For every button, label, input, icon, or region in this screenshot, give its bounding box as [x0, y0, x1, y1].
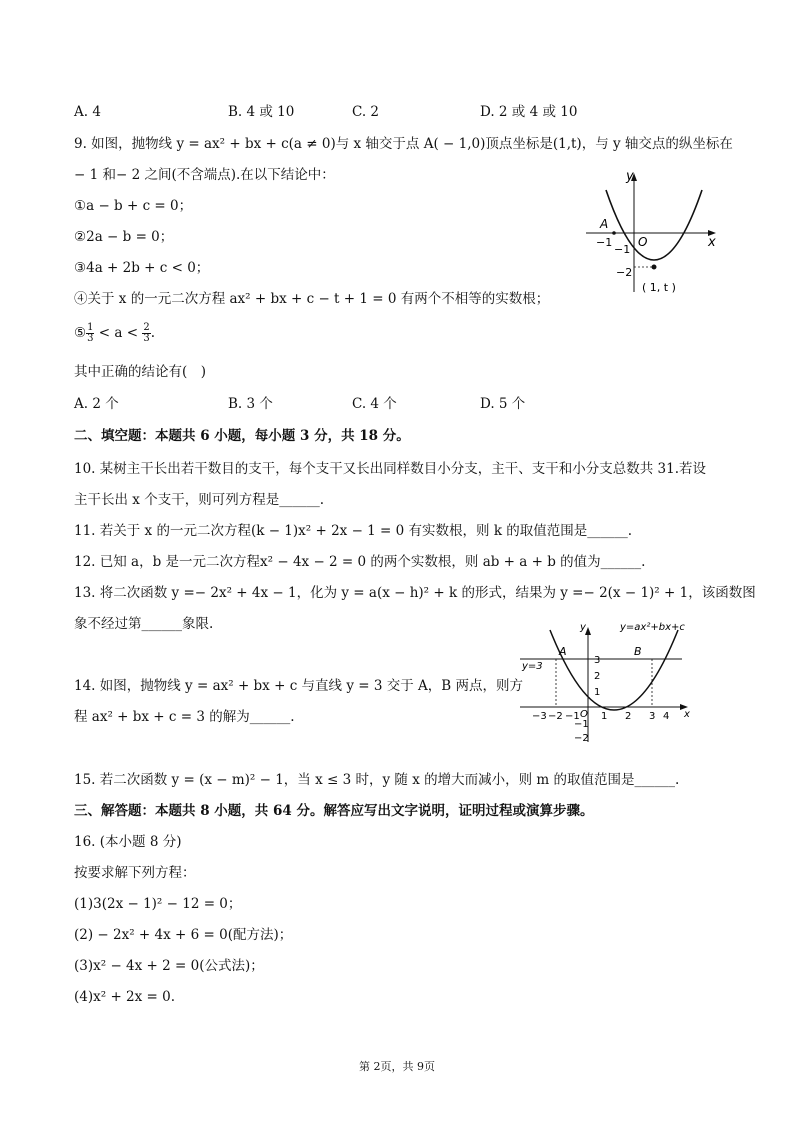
q16-item-4: (4)x² + 2x = 0. — [74, 989, 176, 1005]
q9-neg1-x-label: −1 — [596, 236, 613, 249]
q14-x-tick-1: 1 — [601, 711, 608, 722]
q8-option-b: B. 4 或 10 — [228, 104, 295, 120]
q9-option-a: A. 2 个 — [74, 396, 119, 412]
q9-item5-mid: < a < — [94, 325, 143, 341]
q9-item5-suffix: . — [150, 325, 155, 341]
q9-origin-label: O — [638, 235, 648, 249]
q9-x-label: x — [708, 235, 716, 250]
q9-y-label: y — [626, 169, 634, 184]
q13-line1: 13. 将二次函数 y =− 2x² + 4x − 1，化为 y = a(x − h)² + k 的形式，结果为 y =− 2(x − 1)² + 1，该函数图 — [74, 585, 756, 601]
q14-y-tick-neg1: −1 — [574, 719, 589, 730]
q14-y-tick-1: 1 — [594, 687, 601, 698]
q9-neg2-y-label: −2 — [616, 266, 633, 279]
q9-option-d: D. 5 个 — [480, 396, 526, 412]
q14-parabola-curve — [550, 630, 678, 710]
q11-text: 11. 若关于 x 的一元二次方程(k − 1)x² + 2x − 1 = 0 有实数根，则 k 的取值范围是______. — [74, 523, 633, 539]
q9-option-b: B. 3 个 — [228, 396, 273, 412]
q16-item-2: (2) − 2x² + 4x + 6 = 0(配方法)； — [74, 927, 293, 943]
q16-title: 16. (本小题 8 分) — [74, 834, 182, 850]
q9-point-a — [612, 231, 616, 235]
q14-y-label: y — [580, 622, 586, 633]
q14-origin-label: O — [580, 709, 588, 720]
q9-item-5 — [74, 320, 155, 346]
q16-prompt: 按要求解下列方程： — [74, 865, 196, 881]
q9-item5-prefix: ⑤ — [74, 325, 87, 341]
q13-line2: 象不经过第______象限. — [74, 616, 214, 632]
q9-frac1-denominator: 3 — [87, 333, 94, 344]
q9-item-4: ④关于 x 的一元二次方程 ax² + bx + c − t + 1 = 0 有两个不相等的实数根； — [74, 291, 550, 307]
q15-text: 15. 若二次函数 y = (x − m)² − 1，当 x ≤ 3 时，y 随 x 的增大而减小，则 m 的取值范围是______. — [74, 772, 680, 788]
q16-item-1: (1)3(2x − 1)² − 12 = 0； — [74, 896, 242, 912]
q10-line2: 主干长出 x 个支干，则可列方程是______. — [74, 492, 324, 508]
q9-stem-line1: 9. 如图，抛物线 y = ax² + bx + c(a ≠ 0)与 x 轴交于点 A( − 1,0)顶点坐标是(1,t)，与 y 轴交点的纵坐标在 — [74, 136, 733, 152]
q14-x-tick-2: 2 — [625, 711, 632, 722]
q9-vertex-point — [652, 265, 657, 270]
q10-line1: 10. 某树主干长出若干数目的支干，每个支干又长出同样数目小分支，主干、支干和小分支总数共 31.若设 — [74, 461, 707, 477]
q9-vertex-label: ( 1, t ) — [642, 281, 676, 294]
q8-option-a: A. 4 — [74, 104, 101, 120]
q14-a-label: A — [559, 645, 567, 658]
q9-frac2-numerator: 2 — [143, 322, 150, 333]
section-3-heading: 三、解答题：本题共 8 小题，共 64 分。解答应写出文字说明，证明过程或演算步骤。 — [74, 803, 594, 819]
q14-x-tick-3: 3 — [649, 711, 656, 722]
q9-fraction-2 — [142, 323, 150, 344]
q14-line2: 程 ax² + bx + c = 3 的解为______. — [74, 709, 295, 725]
q9-prompt: 其中正确的结论有( ) — [74, 364, 207, 380]
section-2-heading: 二、填空题：本题共 6 小题，每小题 3 分，共 18 分。 — [74, 428, 410, 444]
q9-item-2: ②2a − b = 0； — [74, 229, 174, 245]
q14-line-label: y=3 — [522, 661, 543, 672]
q14-x-tick-neg1: −1 — [565, 711, 580, 722]
q14-y-tick-neg2: −2 — [574, 733, 589, 744]
q9-item-1: ①a − b + c = 0； — [74, 198, 193, 214]
q9-frac1-numerator: 1 — [87, 322, 94, 333]
q9-a-label: A — [600, 217, 609, 231]
q14-b-label: B — [634, 645, 642, 658]
q9-item-3: ③4a + 2b + c < 0； — [74, 260, 210, 276]
q14-y-tick-3: 3 — [594, 655, 601, 666]
q14-x-tick-neg3: −3 — [532, 711, 547, 722]
q14-x-label: x — [684, 709, 690, 720]
q9-option-c: C. 4 个 — [352, 396, 397, 412]
q14-x-tick-neg2: −2 — [548, 711, 563, 722]
q9-neg1-y-label: −1 — [614, 243, 631, 256]
q9-parabola-figure — [580, 160, 730, 300]
q9-stem-line2: − 1 和− 2 之间(不含端点).在以下结论中： — [74, 167, 335, 183]
q14-func-label: y=ax²+bx+c — [620, 622, 685, 633]
q14-line1: 14. 如图，抛物线 y = ax² + bx + c 与直线 y = 3 交于 A，B 两点，则方 — [74, 678, 523, 694]
q8-option-c: C. 2 — [352, 104, 380, 120]
q14-x-tick-4: 4 — [663, 711, 670, 722]
q9-frac2-denominator: 3 — [143, 333, 150, 344]
q12-text: 12. 已知 a，b 是一元二次方程x² − 4x − 2 = 0 的两个实数根，则 ab + a + b 的值为______. — [74, 554, 646, 570]
q14-parabola-figure — [512, 618, 696, 744]
page-footer: 第 2页，共 9页 — [359, 1060, 435, 1073]
q8-option-d: D. 2 或 4 或 10 — [480, 104, 578, 120]
q14-y-tick-2: 2 — [594, 671, 601, 682]
q16-item-3: (3)x² − 4x + 2 = 0(公式法)； — [74, 958, 264, 974]
